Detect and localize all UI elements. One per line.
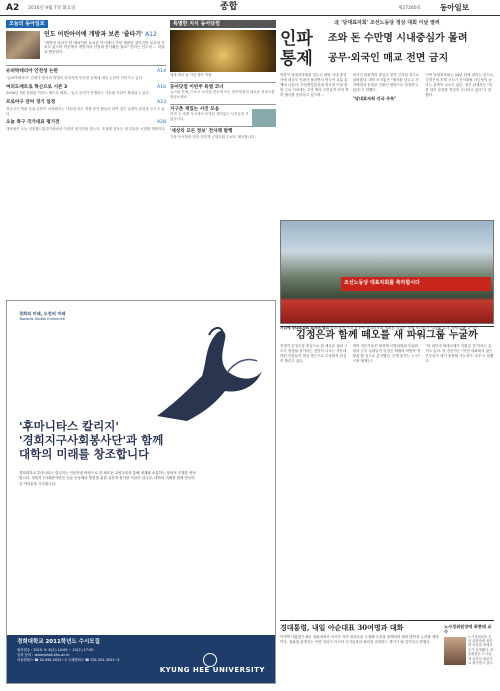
secondary-article-body	[280, 344, 494, 614]
university-advertisement[interactable]	[6, 300, 276, 684]
section-title: 종합	[220, 2, 238, 12]
article-column: 후계자 김정은을 중심으로 한 새로운 권력 구도가 형성될 것이라는 전망이 나오는 가운데 어떤 인물들이 핵심 측근으로 부상할지 관심이 쏠리고 있다.	[280, 344, 348, 363]
teaser-body: "개발인 달러가 반 예외이를 요리한 이이에서 가장 개발한 것이지만 보존의 가치도 있으며 이곳에서 개발자의 산업화 봉사활동 필요" 안다는 인도의 ... 마을을 방문한다.	[44, 40, 165, 55]
article-subhead: "당대표자회 각국 주목"	[352, 95, 397, 101]
news-photo-caption: 거리에 당대표자회 포스터 설치 북한 평양 시내 곳곳에 당대표자회 개최를 알리는 대형 포스터가 설치돼 있다. 평양=AP 뉴시스	[280, 326, 478, 330]
photo-caption: 세계 책의 날 기념 행사 작품	[170, 73, 212, 78]
index-teaser[interactable]	[6, 31, 166, 61]
teaser-title: 인도 어린아이에 개방과 보존 '줄타기' A12	[44, 31, 157, 39]
masthead	[0, 0, 500, 16]
personnel-body: 노사정위원회 신임 위원장에 최종태 서울대 명예교수가 임명됐다. 최 위원장은 노사관계 분야의 권위자로 평가받고 있다.	[468, 634, 494, 666]
university-name: KYUNG HEE UNIVERSITY	[159, 666, 265, 675]
index-item-body: 대표팀은 오늘 서울월드컵경기장에서 이란과 평가전을 갖는다. 조광래 감독은 새 얼굴을 시험할 계획이다.	[6, 127, 166, 132]
issue-date: 2010년 9월 7일 화요일	[28, 6, 76, 11]
donga-com-subhead[interactable]: 지구촌 재밌는 사진 모음	[170, 104, 276, 113]
ad-slogan: 경희의 미래, 도전의 미래	[19, 311, 66, 316]
donga-com-body: 뉴스와 연예, 스포츠 소식을 한눈에 보는 동아닷컴의 새로운 서비스를 만나보세요.	[170, 90, 275, 99]
article-column: 북한이 당대표자회를 앞두고 평양 시내 중심가에 대규모 인파가 몰리면서 당국이 교통 통제에 나섰다. 조선중앙통신에 따르면 이날 평양 주요 거리에는 수만 명의 주민들이 모여 축하 행사를 준비하고 있으며...	[280, 73, 349, 97]
index-item-title: 프로야구 잔여 경기 일정	[6, 100, 56, 106]
ad-footer	[7, 635, 275, 683]
index-item-page: A14	[157, 69, 166, 75]
bottom-article	[280, 620, 494, 666]
headline-sub: 조와 돈 수만명 시내중심가 몰려 공무·외국인 매교 전면 금지	[328, 33, 468, 65]
divider	[6, 65, 166, 66]
index-item-body: "슈퍼박테리아" 감염자 환자의 발생이 알려지며 안전성 문제에 대한 논란이 이어지고 있다.	[6, 75, 144, 80]
article-kicker: 北 '당대표자회' 조선노동당 정상 대회 이날 열려	[334, 20, 440, 26]
index-item-body: 2006년 3월 설립된 여의도 메트로 계획... 입주 준비가 진행되는 가운데 사업이 확대되고 있다.	[6, 91, 150, 96]
donga-com-column	[170, 20, 276, 139]
main-headline[interactable]	[280, 29, 494, 69]
article-column: 외국인 관광객의 출입도 전면 금지된 것으로 알려졌다. 대북 소식통은 "행사를 앞두고 각 지역에서 동원된 인원이 평양으로 집결하고 있다"고 전했다. "당대표자회 각국 주목"	[353, 73, 422, 221]
index-item-title: 오늘 축구 국가대표 평가전	[6, 120, 60, 126]
index-item[interactable]	[6, 69, 166, 80]
donga-com-header: 특별한 지식 동아닷컴	[170, 20, 276, 28]
portrait-photo	[444, 637, 466, 665]
teaser-photo	[6, 31, 40, 59]
article-column: "당 내부에 세대교체가 이뤄질 것"이라는 분석도 있다. 한 전문가는 "이번 대회에서 젊은 간부들이 대거 중용될 가능성이 크다"고 말했다.	[425, 344, 494, 363]
news-photo[interactable]	[280, 220, 494, 324]
university-emblem-icon	[203, 653, 217, 667]
index-item-page: A23	[157, 100, 166, 106]
page-number: A2	[6, 3, 20, 13]
photo-banner-text: 조선노동당 대표자회를 축하합시다	[341, 277, 491, 291]
index-item-title: 슈퍼박테리아 안전성 논란	[6, 69, 59, 75]
index-column	[6, 20, 166, 136]
secondary-headline[interactable]: 김정은과 함께 떼오를 새 파워그룹 누굴까	[280, 326, 494, 343]
index-item[interactable]	[6, 85, 166, 96]
bottom-headline[interactable]: 경대통령, 내일 아순대표 30여명과 대화	[280, 623, 404, 632]
thumbnail-photo	[252, 109, 276, 127]
ad-headline: '후마니타스 칼리지' '경희지구사회봉사단'과 함께 대학의 미래를 창조합니다	[19, 419, 164, 461]
article-column: 이번 당대표자회는 44년 만에 열리는 것으로, 김정은의 후계 구도가 공식화될 가능성이 높다는 관측이 나오고 있다. 정부 관계자는 "북한 내부 동향을 면밀히 주시하고 있다"고 말했다.	[425, 73, 494, 97]
issue-number: 제27260호	[398, 6, 422, 11]
ad-body-text: 경희대학교 후마니타스 칼리지는 인문학을 바탕으로 한 새로운 교양교육을 통해 세계와 소통하는 창의적 인재를 양성합니다. 경희지구사회봉사단은 인류 공동체의 발전을 위한 실천적 봉사를 이끌어 갑니다. 대학의 미래를 함께 만들어 갈 여러분을 기다립니다.	[19, 471, 196, 486]
donga-com-body: 이번 주 세계 각국에서 포착된 재미있는 사진들을 모았습니다.	[170, 112, 249, 122]
article-body	[280, 73, 494, 221]
ad-slogan-english: Towards Global Eminence	[19, 317, 65, 321]
admission-details: 원서접수 : 2010. 9. 8(수) 10:00 ~ 15(수) 17:00 입학 문의 : www.iphak.khu.ac.kr 서울캠퍼스 ☎ 02-961-0031~3 국제캠퍼스 ☎ 031-201-3031~3	[17, 648, 120, 663]
index-item[interactable]	[6, 100, 166, 116]
index-item-title: 여의도메트로 혁신으로 시즌 3	[6, 84, 68, 90]
article-column: 대북 전문가들은 장성택 국방위원회 부위원장과 군부 실세들이 김정은 체제의 버팀목 역할을 할 것으로 분석했다. 후계 동지는 누구? 시장 체제는?	[352, 344, 421, 363]
newspaper-name: 동아일보	[440, 3, 469, 12]
index-item-page: A16	[157, 84, 166, 90]
personnel-headline[interactable]: 노사정위원장에 최종태 교수	[444, 624, 492, 635]
donga-com-subhead[interactable]: 동아닷컴 이번주 특별 코너	[170, 82, 276, 91]
bottom-body: 이명박 대통령은 8일 청와대에서 아시아 지역 대표들을 초청해 오찬을 함께하며 협력 방안을 논의할 예정이다. 청와대 관계자는 이번 자리가 아시아 국가들과의 협력을 강화하는 계기가 될 것이라고 밝혔다.	[280, 634, 439, 644]
headline-main: 인파 통제	[280, 29, 313, 70]
index-item-body: 정규시즌 막판 순위 다툼이 치열해지는 가운데 선두 경쟁 중인 팀들의 잔여 경기 일정이 관심을 모으고 있다.	[6, 106, 165, 116]
featured-photo[interactable]	[170, 30, 276, 72]
sculpture-illustration	[147, 321, 267, 431]
main-article	[280, 20, 494, 330]
donga-com-subhead[interactable]: '세상의 모든 정보' 전자책 발행	[170, 126, 276, 135]
personnel-brief	[444, 624, 494, 666]
admission-title: 경희대학교 2011학년도 수시모집	[17, 639, 100, 645]
index-header: 오늘의 동아일보	[6, 20, 48, 28]
index-item-page: A28	[157, 120, 166, 126]
donga-com-body: 가을 독서철을 맞아 전자책 콘텐츠를 무료로 제공합니다.	[170, 134, 256, 139]
index-item[interactable]	[6, 120, 166, 131]
